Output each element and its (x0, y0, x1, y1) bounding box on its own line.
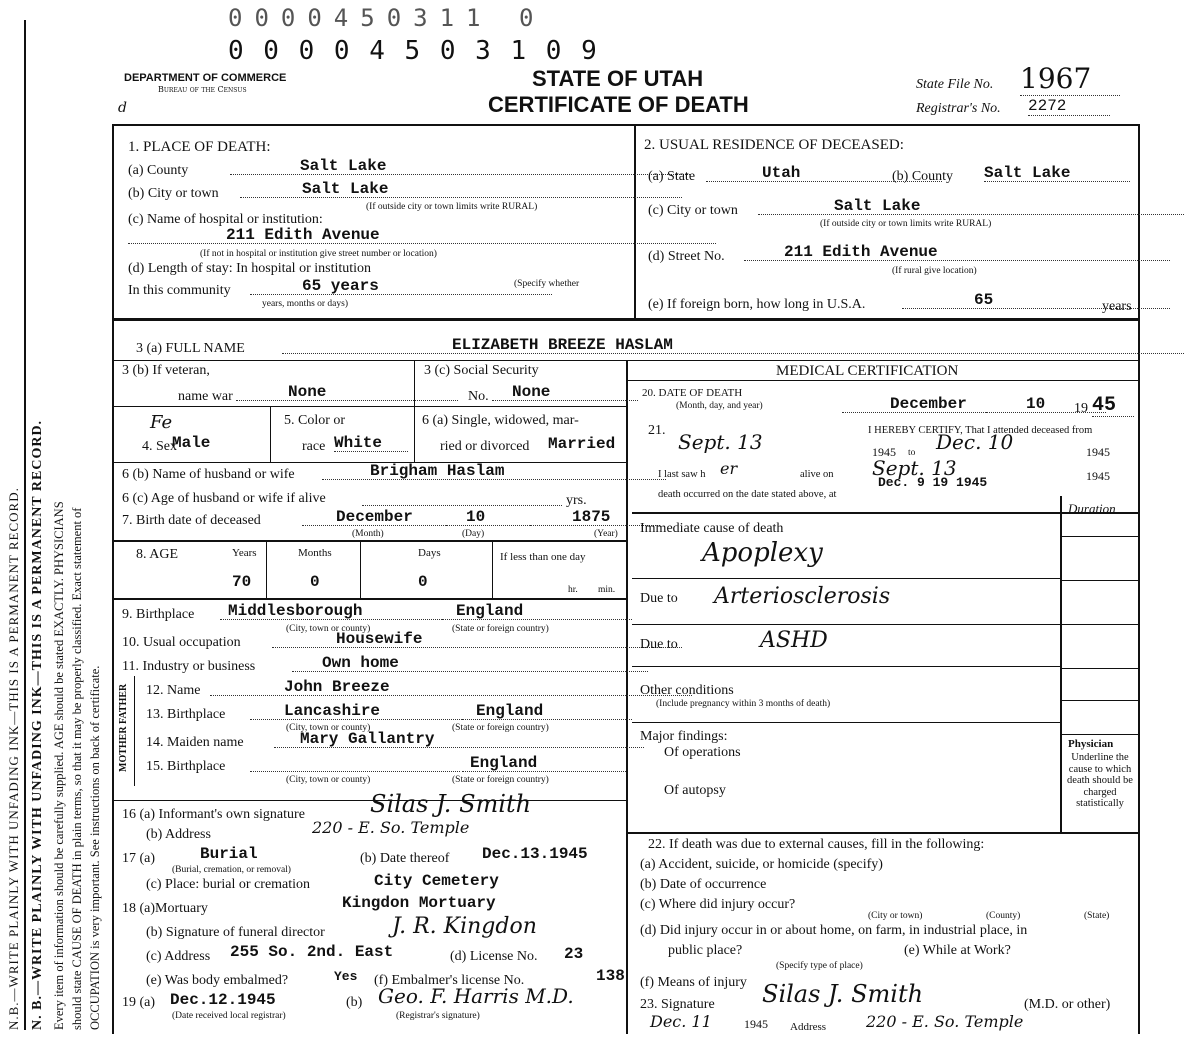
s1-hospital-label: (c) Name of hospital or institution: (128, 212, 323, 227)
burial-date-label: (b) Date thereof (360, 851, 450, 866)
full-name-label: 3 (a) FULL NAME (136, 341, 245, 356)
external-d: (d) Did injury occur in or about home, on farm, in industrial place, in (640, 923, 1028, 938)
yrs-label: yrs. (566, 493, 587, 508)
s2-street-note: (If rural give location) (892, 266, 977, 276)
burial-date: Dec.13.1945 (482, 845, 588, 863)
lastsaw-label: I last saw h (658, 469, 706, 480)
spouse-age-label: 6 (c) Age of husband or wife if alive (122, 491, 326, 506)
mortuary-label: 18 (a)Mortuary (122, 901, 208, 916)
industry: Own home (292, 655, 648, 672)
age-label: 8. AGE (136, 547, 178, 562)
birth-year: 1875 (530, 509, 660, 526)
external-e: (e) While at Work? (904, 943, 1011, 958)
informant-addr: 220 - E. So. Temple (312, 818, 470, 837)
color-label: 5. Color or (284, 413, 346, 428)
war: None (236, 384, 458, 401)
sig-year: 1945 (744, 1017, 768, 1031)
s1-specify: (Specify whether (514, 279, 580, 289)
external-c-city: (City or town) (868, 911, 923, 921)
burial-label: 17 (a) (122, 851, 156, 866)
mortuary: Kingdon Mortuary (342, 894, 496, 912)
birthplace-label: 9. Birthplace (122, 607, 195, 622)
s2-state-label: (a) State (648, 169, 696, 184)
external-c: (c) Where did injury occur? (640, 897, 796, 912)
marital-label-2: ried or divorced (440, 439, 530, 454)
sig-address: 220 - E. So. Temple (866, 1012, 1024, 1031)
embalmed-label: (e) Was body embalmed? (146, 973, 289, 988)
license-label: (d) License No. (450, 949, 538, 964)
veteran-label: 3 (b) If veteran, (122, 363, 210, 378)
mother-father-side (118, 684, 129, 772)
s1-title: 1. PLACE OF DEATH: (128, 139, 271, 155)
registrar-number: 2272 (1028, 97, 1110, 116)
registrar-label: Registrar's No. (916, 101, 1001, 116)
s2-street: 211 Edith Avenue (744, 244, 1170, 261)
informant-sig: Silas J. Smith (370, 790, 532, 818)
spouse-label: 6 (b) Name of husband or wife (122, 467, 295, 482)
due1-cause: Arteriosclerosis (714, 584, 891, 609)
mother-birthplace-label: 15. Birthplace (146, 759, 226, 774)
dept-name: DEPARTMENT OF COMMERCE (124, 72, 287, 84)
birth-month: December (302, 509, 476, 526)
father-birthplace: Lancashire (250, 703, 494, 720)
age-months: 0 (310, 573, 320, 591)
d20-label: 20. DATE OF DEATH (642, 387, 743, 399)
certificate-state: STATE OF UTAH (532, 66, 704, 91)
registrar-sig: Geo. F. Harris M.D. (378, 984, 574, 1008)
embalmer-label: (f) Embalmer's license No. (374, 973, 525, 988)
md-label: (M.D. or other) (1024, 997, 1111, 1012)
father-name: John Breeze (210, 679, 692, 696)
spouse: Brigham Haslam (322, 463, 666, 480)
physician-note: Underline the cause to which death should be charged statistically (1067, 752, 1133, 809)
registrar-sig-label: (b) (346, 995, 363, 1010)
autopsy-label: Of autopsy (664, 783, 726, 798)
father-name-label: 12. Name (146, 683, 201, 698)
mother-side-label: MOTHER (118, 726, 129, 772)
s1-stay-label: (d) Length of stay: In hospital or institution (128, 261, 372, 276)
serial-top: 0000450311 0 (228, 4, 546, 32)
father-birthplace-label: 13. Birthplace (146, 707, 226, 722)
mortuary-address: 255 So. 2nd. East (230, 943, 394, 961)
burial-place-label: (c) Place: burial or cremation (146, 877, 311, 892)
mother-bp-city-note: (City, town or county) (286, 775, 371, 785)
received-note: (Date received local registrar) (172, 1011, 286, 1021)
occupation: Housewife (272, 631, 682, 648)
s2-county: Salt Lake (984, 165, 1130, 182)
hr-label: hr. (568, 585, 578, 595)
burial-note: (Burial, cremation, or removal) (172, 865, 291, 875)
s2-city-note: (If outside city or town limits write RURAL) (820, 219, 992, 229)
external-d2: public place? (668, 943, 743, 958)
ss-label: 3 (c) Social Security (424, 363, 539, 378)
signature-label: 23. Signature (640, 997, 715, 1012)
birth-country: England (442, 603, 632, 620)
burial-place: City Cemetery (374, 872, 499, 890)
less-day-label: If less than one day (500, 551, 586, 563)
margin-line-3: Every item of information should be carefully supplied. AGE should be stated EXACTLY. PHYSICIANS (52, 501, 66, 1030)
embalmer: 138 (596, 967, 625, 985)
margin-line-5: OCCUPATION is very important. See instructions on back of certificate. (88, 665, 102, 1030)
full-name: ELIZABETH BREEZE HASLAM (282, 337, 1184, 354)
death-year: 45 (1092, 396, 1134, 417)
father-birthplace-2: England (462, 703, 632, 720)
marital: Married (548, 435, 616, 453)
s1-community: 65 years (250, 278, 552, 295)
s1-county-label: (a) County (128, 163, 189, 178)
to-label: to (908, 448, 916, 458)
attended-from: Sept. 13 (678, 430, 763, 454)
corner-mark: d (118, 100, 127, 116)
ss-no-label: No. (468, 389, 489, 404)
external-b: (b) Date of occurrence (640, 877, 767, 892)
mother-bp-country-note: (State or foreign country) (452, 775, 549, 785)
external-f: (f) Means of injury (640, 975, 747, 990)
external-c-county: (County) (986, 911, 1021, 921)
s1-city-label: (b) City or town (128, 186, 219, 201)
license: 23 (564, 945, 584, 963)
sex: Male (172, 434, 211, 452)
age-years-label: Years (232, 547, 257, 559)
s2-title: 2. USUAL RESIDENCE OF DECEASED: (644, 137, 904, 153)
margin-line-4: should state CAUSE OF DEATH in plain terms, so that it may be properly classified. Exact statement of (70, 507, 84, 1030)
year-label: (Year) (594, 529, 618, 539)
month-label: (Month) (352, 529, 384, 539)
birth-day: 10 (446, 509, 546, 526)
mother-name: Mary Gallantry (274, 731, 644, 748)
war-label: name war (178, 389, 233, 404)
s2-foreign-label: (e) If foreign born, how long in U.S.A. (648, 297, 866, 312)
informant-addr-label: (b) Address (146, 827, 211, 842)
external-c-state: (State) (1084, 911, 1110, 921)
s1-hospital-note: (If not in hospital or institution give street number or location) (200, 249, 437, 259)
margin-line-1: N.B.—WRITE PLAINLY WITH UNFADING INK—THIS IS A PERMANENT RECORD. (6, 487, 21, 1030)
mother-birthplace-2: England (462, 755, 626, 772)
sex-prefix: Fe (150, 412, 173, 433)
state-file-label: State File No. (916, 77, 994, 92)
registrar-sig-note: (Registrar's signature) (396, 1011, 480, 1021)
due2-label: Due to (640, 637, 678, 652)
duration-label: Duration (1068, 501, 1116, 516)
birth-country-note: (State or foreign country) (452, 624, 549, 634)
due1-label: Due to (640, 591, 678, 606)
day-label: (Day) (462, 529, 485, 539)
attended-until: Dec. 10 (936, 430, 1014, 454)
certificate-title: CERTIFICATE OF DEATH (488, 92, 749, 117)
marital-label: 6 (a) Single, widowed, mar- (422, 413, 579, 428)
yr1: 1945 (872, 445, 896, 459)
s1-city-note: (If outside city or town limits write RURAL) (366, 202, 538, 212)
n21: 21. (648, 423, 666, 438)
s1-hospital: 211 Edith Avenue (128, 227, 716, 244)
s1-city: Salt Lake (240, 181, 682, 198)
margin-line-2: N. B.—WRITE PLAINLY WITH UNFADING INK—THIS IS A PERMANENT RECORD. (30, 419, 45, 1030)
race-label: race (302, 439, 326, 454)
serial-number: 0 0 0 0 4 5 0 3 1 0 9 (228, 36, 599, 66)
bureau-name: Bureau of the Census (158, 85, 247, 94)
physician-label: Physician (1068, 738, 1114, 750)
due2-cause: ASHD (760, 628, 828, 653)
father-bp-city-note: (City, town or county) (286, 723, 371, 733)
informant-sig-label: 16 (a) Informant's own signature (122, 807, 305, 822)
external-a: (a) Accident, suicide, or homicide (specify) (640, 857, 883, 872)
external-d-note: (Specify type of place) (776, 961, 863, 971)
s2-years-label: years (1102, 299, 1132, 314)
age-years: 70 (232, 573, 252, 591)
s1-county: Salt Lake (230, 158, 690, 175)
father-side-label: FATHER (118, 683, 129, 724)
s2-state: Utah (706, 165, 942, 182)
s2-county-label: (b) County (892, 169, 954, 184)
burial: Burial (200, 845, 258, 863)
age-days: 0 (418, 573, 428, 591)
ss: None (492, 384, 638, 401)
certify-text: I HEREBY CERTIFY, That I attended deceased from (868, 425, 1093, 436)
address-label: (c) Address (146, 949, 211, 964)
received-date: Dec.12.1945 (170, 991, 276, 1009)
physician-sig: Silas J. Smith (762, 980, 924, 1008)
yr3: 1945 (1086, 469, 1110, 483)
birth-city: Middlesborough (220, 603, 448, 620)
occurred-label: death occurred on the date stated above, at (658, 489, 837, 500)
s1-specify-2: years, months or days) (262, 299, 349, 309)
industry-label: 11. Industry or business (122, 659, 256, 674)
mother-name-label: 14. Maiden name (146, 735, 244, 750)
death-day: 10 (986, 396, 1106, 413)
s2-years-us: 65 (902, 292, 1170, 309)
father-bp-country-note: (State or foreign country) (452, 723, 549, 733)
sig-date: Dec. 11 (650, 1012, 712, 1031)
alive-date: Sept. 13 (872, 456, 957, 480)
state-file-number: 1967 (1020, 62, 1120, 96)
medical-title: MEDICAL CERTIFICATION (776, 363, 959, 379)
age-months-label: Months (298, 547, 332, 559)
director-label: (b) Signature of funeral director (146, 925, 325, 940)
d20-note: (Month, day, and year) (676, 401, 763, 411)
lastsaw-her: er (720, 459, 738, 478)
birth-label: 7. Birth date of deceased (122, 513, 261, 528)
occupation-label: 10. Usual occupation (122, 635, 241, 650)
immediate-label: Immediate cause of death (640, 521, 784, 536)
s2-city: Salt Lake (758, 198, 1184, 215)
birth-city-note: (City, town or county) (286, 624, 371, 634)
major-label: Major findings: (640, 729, 728, 744)
other-label: Other conditions (640, 683, 734, 698)
sig-address-label: Address (790, 1021, 827, 1033)
s2-city-label: (c) City or town (648, 203, 738, 218)
death-year-prefix: 19 (1074, 401, 1088, 416)
external-title: 22. If death was due to external causes, fill in the following: (648, 837, 985, 852)
age-days-label: Days (418, 547, 441, 559)
operations-label: Of operations (664, 745, 741, 760)
s2-street-label: (d) Street No. (648, 249, 725, 264)
death-month: December (842, 396, 1030, 413)
yr2: 1945 (1086, 445, 1110, 459)
immediate-cause: Apoplexy (702, 538, 823, 568)
received-label: 19 (a) (122, 995, 156, 1010)
race: White (334, 435, 408, 452)
s1-community-label: In this community (128, 283, 231, 298)
embalmed: Yes (334, 969, 358, 984)
sex-label: 4. Sex (142, 439, 177, 454)
director-sig: J. R. Kingdon (392, 914, 537, 939)
occurred-time: Dec. 9 19 1945 (878, 475, 988, 490)
min-label: min. (598, 585, 616, 595)
other-note: (Include pregnancy within 3 months of death) (656, 699, 831, 709)
alive-label: alive on (800, 469, 834, 480)
